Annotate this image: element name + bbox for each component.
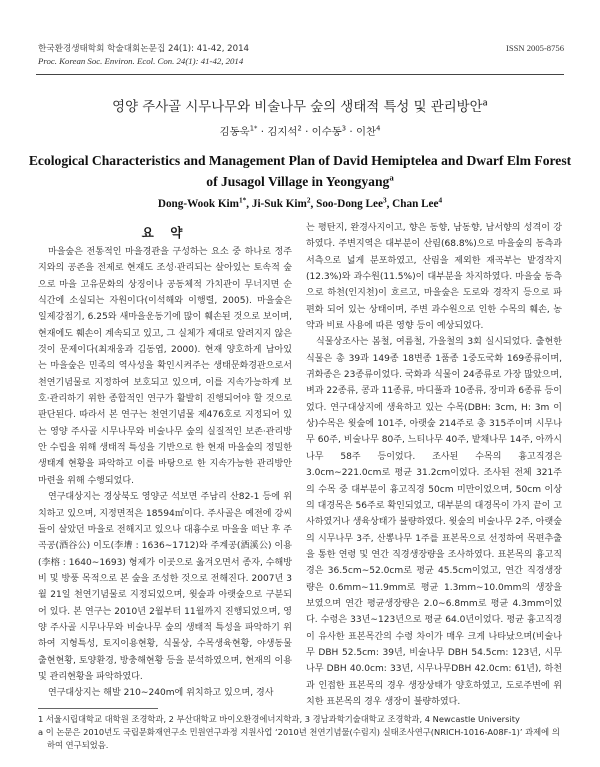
author-en-4-sup: 4 — [438, 196, 443, 205]
authors-english — [0, 198, 600, 210]
author-ko-3-sup: 3 — [341, 124, 347, 133]
author-separator: · — [260, 126, 268, 138]
author-ko-4: 이찬 — [356, 126, 377, 138]
title-english-line-1: Ecological Characteristics and Management Plan of David Hemiptelea and Dwarf Elm Forest — [28, 153, 572, 168]
left-column — [38, 244, 292, 702]
author-en-3: Soo-Dong Lee — [316, 198, 383, 210]
author-separator: · — [305, 126, 312, 138]
header-rule — [36, 74, 564, 75]
author-en-2-sup: 2 — [306, 196, 311, 205]
footnote-text: 서울시립대학교 대학원 조경학과, 2 부산대학교 바이오환경에너지학과, 3 경남과학기술대학교 조경학과, 4 Newcastle University — [45, 714, 520, 724]
authors-korean — [0, 123, 600, 138]
footnote-text: 이 논문은 2010년도 국립문화재연구소 민원연구과정 지원사업 ‘2010년 천연기념물(수림지) 실태조사연구(NRICH-1016-A08F-1)’ 과제에 의하여 연구되었음. — [45, 727, 560, 750]
footnote-affiliations — [38, 713, 562, 726]
paragraph: 연구대상지는 경상북도 영양군 석보면 주남리 산82-1 등에 위치하고 있으며, 지정면적은 18594㎡이다. 주사골은 예전에 강씨들이 살았던 마을로 전해지고 있으나 대흉수로 마을을 떠난 후 주곡공(酒谷公) 이도(李𡐋 : 1636∼1712)와 주계공(酒溪公) 이용(李榕 : 1640∼1693) 형제가 이곳으로 옮겨오면서 종자, 수해방비 및 방풍 목적으로 본 숲을 조성한 것으로 전해진다. 2007년 3월 21일 천연기념물로 지정되었으며, 윗숲과 아랫숲으로 구분되어 있다. 본 연구는 2010년 2월부터 11월까지 진행되었으며, 영양 주사골 시무나무와 비술나무 숲의 생태적 특성을 파악하기 위하여 지형특성, 토지이용현황, 식물상, 수목생육현황, 야생동물 출현현황, 토양환경, 방충해현황 등을 분석하였으며, 현재의 이용 및 관리현황을 파악하였다. — [38, 492, 292, 682]
footnotes — [38, 708, 562, 752]
title-english-line-2 — [0, 171, 600, 192]
issn: ISSN 2005-8756 — [505, 43, 564, 53]
footnote-mark: a — [38, 727, 44, 737]
author-separator: , — [386, 198, 393, 210]
author-en-2: Ji-Suk Kim — [251, 198, 307, 210]
title-korean-sup: a — [482, 98, 488, 109]
paragraph: 마을숲은 전통적인 마을경관을 구성하는 요소 중 하나로 정주지와의 공존을 전제로 현재도 조성·관리되는 살아있는 토속적 숲으로 마을 고유문화의 상징이나 공동체적 가치관이 무너지면 순식간에 소실되는 자원이다(이석해와 이행렬, 2005). 마을숲은 일제강점기, 6.25와 새마을운동기에 많이 훼손된 것으로 보이며, 현재에도 훼손이 계속되고 있고, 그 실체가 제대로 알려지지 않은 것이 문제이다(최재웅과 김동엽, 2000). 현재 양호하게 남아있는 마을숲은 민족의 역사성을 확인시켜주는 생태문화경관으로서 천연기념물로 지정하여 보호되고 있으며, 이를 지속가능하게 보호·관리하기 위한 종합적인 연구가 활발히 진행되어야 할 것으로 판단된다. 따라서 본 연구는 천연기념물 제476호로 지정되어 있는 영양 주사골 시무나무와 비술나무 숲의 실질적인 보존·관리방안 수립을 위해 생태적 특성을 기반으로 한 현재 마을숲의 정밀한 생태계 현황을 파악하고 이를 바탕으로 한 지속가능한 관리방안 마련을 위해 수행되었다. — [38, 247, 292, 486]
title-english-line-2-text: of Jusagol Village in Yeongyang — [206, 174, 390, 189]
abstract-heading: 요 약 — [141, 225, 189, 240]
author-ko-4-sup: 4 — [376, 124, 381, 133]
author-separator: , — [246, 198, 252, 210]
author-ko-2: 김지석 — [267, 126, 298, 138]
author-ko-2-sup: 2 — [297, 124, 302, 133]
right-column — [306, 220, 562, 710]
paragraph: 연구대상지는 해발 210∼240m에 위치하고 있으며, 경사 — [47, 688, 274, 699]
author-en-4: Chan Lee — [392, 198, 439, 210]
author-separator: · — [349, 126, 357, 138]
author-ko-1: 김동욱 — [219, 126, 250, 138]
paragraph: 는 평탄지, 완경사지이고, 향은 동향, 남동향, 남서향의 성격이 강하였다. 주변지역은 대부분이 산림(68.8%)으로 마을숲의 동측과 서측으로 넓게 분포하였고, 산림을 제외한 재곡부는 밭경작지(12.3%)와 과수원(11.5%)이 대부분을 차지하였다. 마을숲 동측으로 하천(인지천)이 흐르고, 마을숲은 도로와 경작지 등으로 파편화 되어 있는 상태이며, 주변 과수원으로 인한 수목의 훼손, 농약과 비료 사용에 따른 영향 등이 예상되었다. — [306, 223, 562, 332]
author-ko-1-sup: 1* — [249, 124, 258, 133]
author-en-1-sup: 1* — [238, 196, 247, 205]
title-english-sup: a — [389, 172, 394, 183]
journal-header-korean: 한국환경생태학회 학술대회논문집 24(1): 41-42, 2014 — [38, 44, 250, 54]
author-en-3-sup: 3 — [382, 196, 387, 205]
footnote-rule — [38, 708, 158, 709]
paragraph: 식물상조사는 봄철, 여름철, 가을철의 3회 실시되었다. 출현한 식물은 총 39과 149종 18변종 1품종 1중도국화 169종류이며, 귀화종은 23종류이었다. 국화과 식물이 24종류로 가장 많았으며, 벼과 22종류, 콩과 11종류, 마디풀과 10종류, 장미과 6종류 등이었다. 연구대상지에 생육하고 있는 수목(DBH: 3cm, H: 3m 이상)수목은 윗숲에 101주, 아랫숲 214주로 총 315주이며 시무나무 60주, 비술나무 80주, 느티나무 40주, 밭채나무 14주, 아까시나무 58주 등이었다. 조사된 수목의 흉고직경은 3.0cm∼221.0cm로 평균 31.2cm이었다. 조사된 전체 321주의 수목 중 대부분이 흉고직경 50cm 미만이었으며, 50cm 이상의 대경목은 56주로 확인되었고, 대부분의 대경목이 가지 끝이 고사하였거나 생육상태가 불량하였다. 윗숲의 비술나무 2주, 아랫숲의 시무나무 3주, 산뽕나무 1주를 표본목으로 선정하여 목편추출을 통한 연령 및 연간 직경생장량을 조사하였다. 표본목의 흉고직경은 36.5cm∼52.0cm로 평균 45.5cm이었고, 연간 직경생장량은 0.6mm∼11.9mm로 평균 1.3mm∼10.0mm의 생장을 보였으며 연간 평균생장량은 2.0∼6.8mm로 평균 4.3mm이었다. 수령은 33년∼123년으로 평균 64.0년이었다. 평균 흉고직경이 유사한 표본목간의 수령 차이가 매우 크게 나타났으며(비술나무 DBH 52.5cm: 39년, 비술나무 DBH 54.5cm: 123년, 시무나무 DBH 40.0cm: 33년, 시무나무DBH 42.0cm: 61년), 하천과 인접한 표본목의 경우 생장상태가 양호하였고, 도로주변에 위치한 표본목의 경우 생장이 불량하였다. — [306, 337, 562, 707]
title-english — [0, 150, 600, 192]
footnote-funding — [38, 726, 562, 752]
journal-header-english: Proc. Korean Soc. Environ. Ecol. Con. 24(1): 41-42, 2014 — [38, 56, 244, 66]
title-korean-text: 영양 주사골 시무나무와 비술나무 숲의 생태적 특성 및 관리방안 — [112, 100, 483, 115]
title-korean — [0, 96, 600, 115]
author-ko-3: 이수동 — [311, 126, 342, 138]
author-en-1: Dong-Wook Kim — [157, 198, 239, 210]
footnote-mark: 1 — [38, 714, 44, 724]
author-separator: , — [310, 198, 317, 210]
